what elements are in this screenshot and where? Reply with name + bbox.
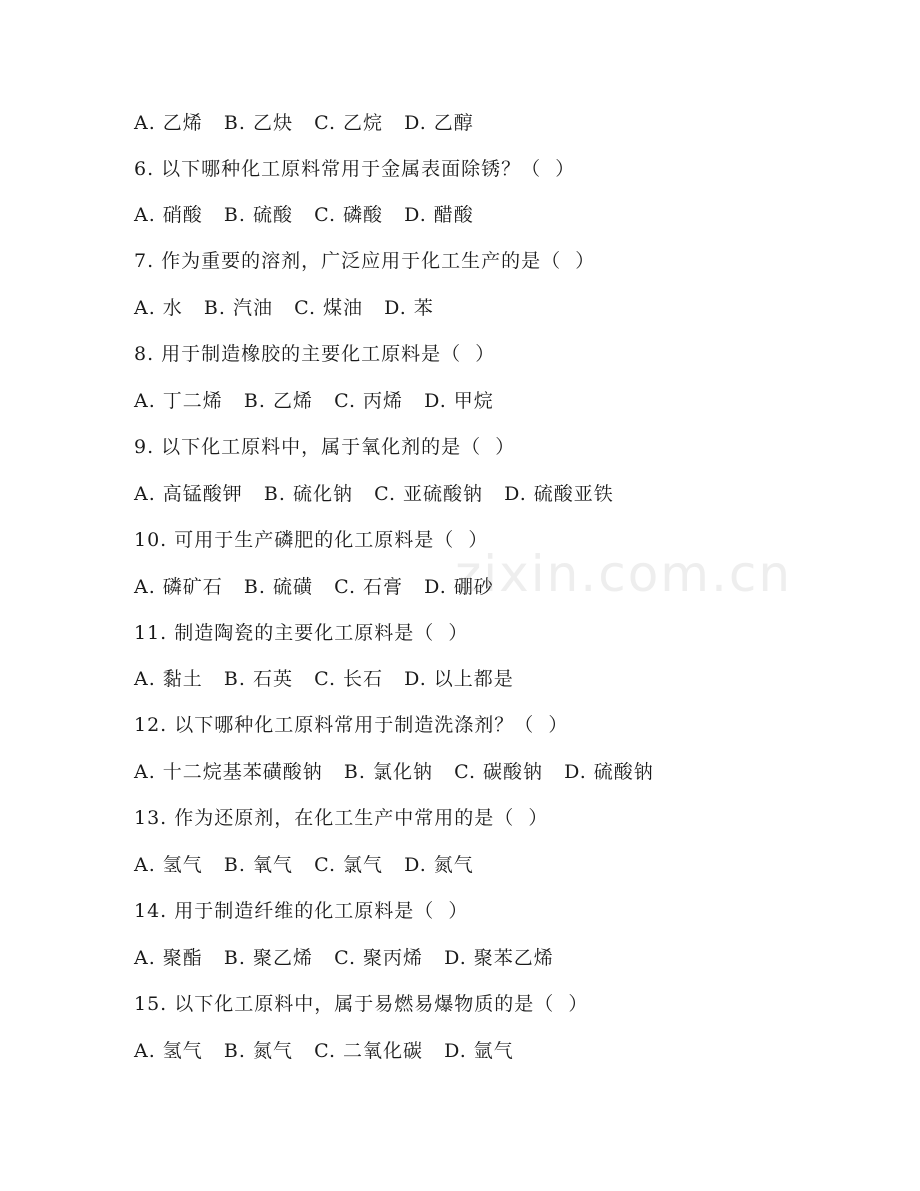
answer-options-line: A. 硝酸 B. 硫酸 C. 磷酸 D. 醋酸	[134, 204, 474, 226]
watermark: zixin.com.cn	[455, 545, 793, 603]
question-13: 13. 作为还原剂，在化工生产中常用的是（ ）	[134, 807, 549, 829]
question-15: 15. 以下化工原料中，属于易燃易爆物质的是（ ）	[134, 993, 589, 1015]
question-10: 10. 可用于生产磷肥的化工原料是（ ）	[134, 529, 489, 551]
answer-options-line: A. 聚酯 B. 聚乙烯 C. 聚丙烯 D. 聚苯乙烯	[134, 947, 554, 969]
answer-options-line: A. 丁二烯 B. 乙烯 C. 丙烯 D. 甲烷	[134, 390, 494, 412]
answer-options-line: A. 黏土 B. 石英 C. 长石 D. 以上都是	[134, 668, 514, 690]
question-7: 7. 作为重要的溶剂，广泛应用于化工生产的是（ ）	[134, 250, 596, 272]
question-11: 11. 制造陶瓷的主要化工原料是（ ）	[134, 622, 469, 644]
question-9: 9. 以下化工原料中，属于氧化剂的是（ ）	[134, 436, 516, 458]
answer-options-line: A. 十二烷基苯磺酸钠 B. 氯化钠 C. 碳酸钠 D. 硫酸钠	[134, 761, 654, 783]
question-12: 12. 以下哪种化工原料常用于制造洗涤剂？（ ）	[134, 714, 569, 736]
answer-options-line: A. 乙烯 B. 乙炔 C. 乙烷 D. 乙醇	[134, 112, 474, 134]
answer-options-line: A. 氢气 B. 氮气 C. 二氧化碳 D. 氩气	[134, 1040, 514, 1062]
answer-options-line: A. 氢气 B. 氧气 C. 氯气 D. 氮气	[134, 854, 474, 876]
question-8: 8. 用于制造橡胶的主要化工原料是（ ）	[134, 343, 496, 365]
answer-options-line: A. 磷矿石 B. 硫磺 C. 石膏 D. 硼砂	[134, 576, 494, 598]
answer-options-line: A. 水 B. 汽油 C. 煤油 D. 苯	[134, 297, 434, 319]
question-14: 14. 用于制造纤维的化工原料是（ ）	[134, 900, 469, 922]
answer-options-line: A. 高锰酸钾 B. 硫化钠 C. 亚硫酸钠 D. 硫酸亚铁	[134, 483, 614, 505]
question-6: 6. 以下哪种化工原料常用于金属表面除锈？（ ）	[134, 158, 576, 180]
